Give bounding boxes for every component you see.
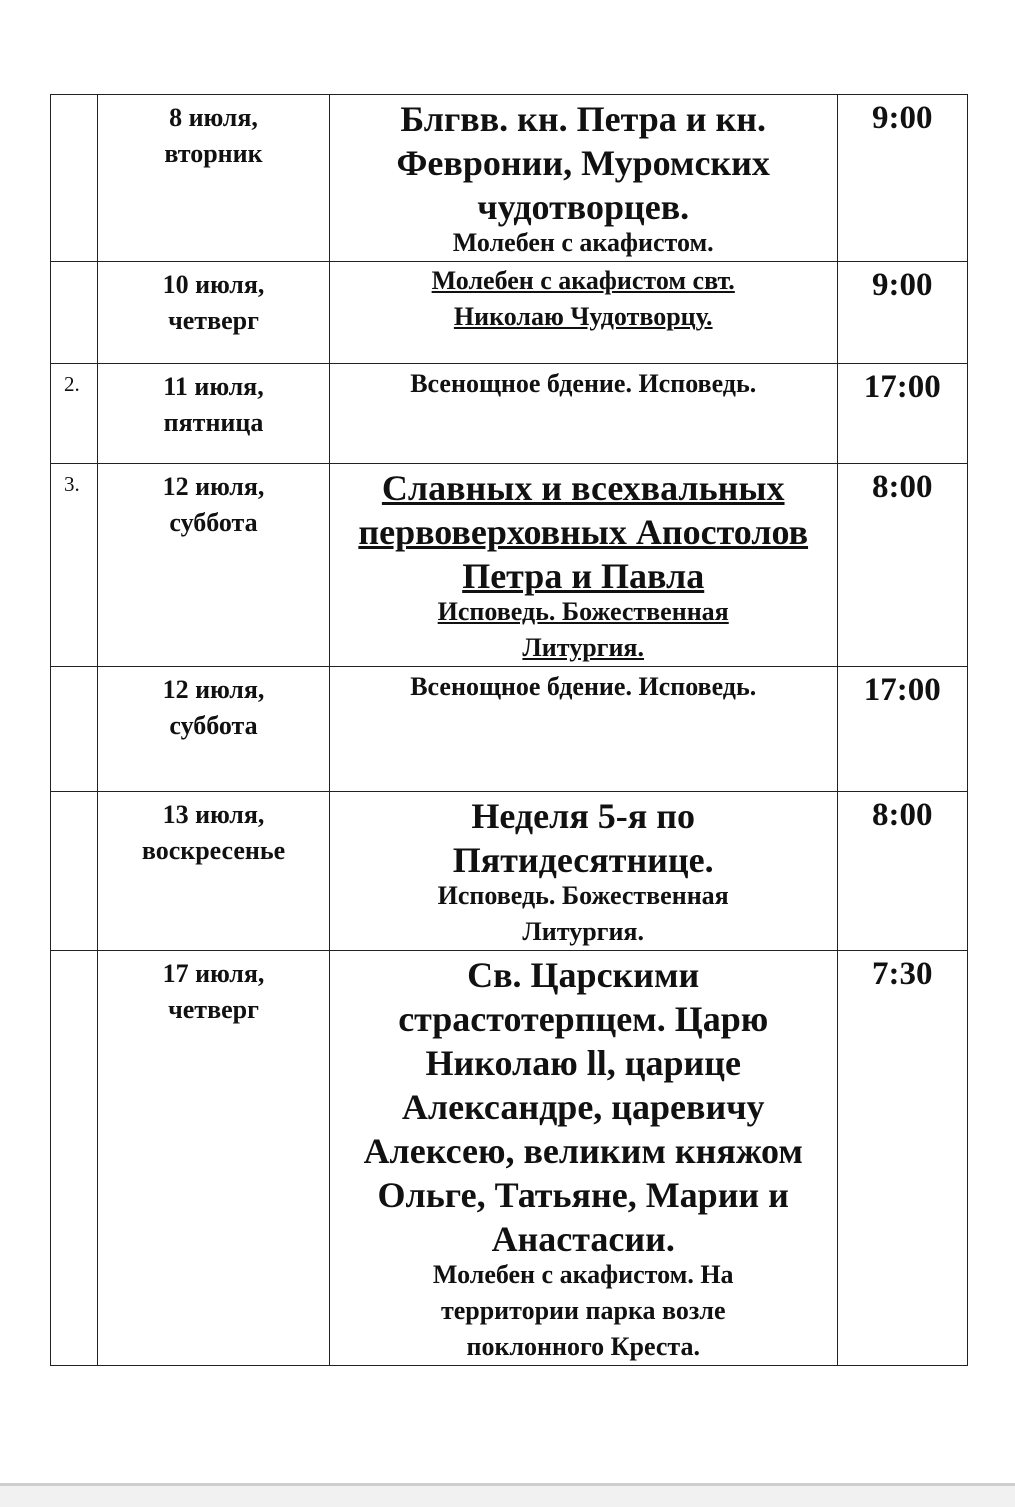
row-number-cell <box>51 364 98 464</box>
date-text <box>98 667 329 744</box>
service-time: 17:00 <box>863 672 941 708</box>
event-line: Молебен с акафистом свт. Николаю Чудотворцу. <box>431 266 735 331</box>
row-number <box>51 951 97 959</box>
event-cell <box>329 262 837 364</box>
date-text <box>98 464 329 541</box>
row-number-cell <box>51 95 98 262</box>
time-cell <box>837 262 967 364</box>
time-cell <box>837 951 967 1366</box>
event-line: Всенощное бдение. Исповедь. <box>410 672 757 701</box>
date-day: 8 июля, <box>169 103 258 132</box>
date-cell <box>98 262 330 364</box>
event-subtitle: Исповедь. Божественная Литургия. <box>437 881 729 946</box>
service-time: 7:30 <box>872 956 933 992</box>
time-cell <box>837 364 967 464</box>
date-day: 13 июля, <box>162 800 265 829</box>
event-title: Славных и всехвальных первоверховных Апостолов Петра и Павла <box>358 468 809 596</box>
time-cell <box>837 95 967 262</box>
date-day: 12 июля, <box>162 675 265 704</box>
table-row <box>51 951 968 1366</box>
date-cell <box>98 667 330 792</box>
row-number <box>51 95 97 103</box>
date-day: 10 июля, <box>162 270 265 299</box>
date-weekday: четверг <box>168 995 259 1024</box>
date-day: 11 июля, <box>163 372 264 401</box>
time-cell <box>837 792 967 951</box>
event-cell <box>329 364 837 464</box>
table-row <box>51 464 968 667</box>
date-cell <box>98 951 330 1366</box>
row-number: 2. <box>64 372 80 396</box>
date-cell <box>98 364 330 464</box>
row-number-cell <box>51 464 98 667</box>
row-number-cell <box>51 667 98 792</box>
date-day: 17 июля, <box>162 959 265 988</box>
bottom-scroll-bar <box>0 1483 1015 1507</box>
date-cell <box>98 95 330 262</box>
date-weekday: пятница <box>163 408 264 437</box>
row-number-cell <box>51 951 98 1366</box>
date-text <box>98 792 329 869</box>
time-cell <box>837 667 967 792</box>
row-number <box>51 262 97 270</box>
table-row <box>51 667 968 792</box>
row-number-cell <box>51 262 98 364</box>
service-time: 17:00 <box>863 369 941 405</box>
row-number <box>51 667 97 675</box>
event-subtitle: Исповедь. Божественная Литургия. <box>437 597 729 662</box>
date-weekday: вторник <box>164 139 263 168</box>
event-cell <box>329 951 837 1366</box>
date-text <box>98 95 329 172</box>
date-text <box>98 262 329 339</box>
row-number: 3. <box>64 472 80 496</box>
event-title: Неделя 5-я по Пятидесятнице. <box>452 796 714 880</box>
event-subtitle: Молебен с акафистом. <box>452 228 714 257</box>
row-number <box>51 792 97 800</box>
event-title: Блгвв. кн. Петра и кн. Февронии, Муромских чудотворцев. <box>396 99 770 227</box>
service-time: 9:00 <box>872 267 933 303</box>
time-cell <box>837 464 967 667</box>
service-time: 8:00 <box>872 469 933 505</box>
date-text <box>98 364 329 441</box>
date-text <box>98 951 329 1028</box>
event-cell <box>329 667 837 792</box>
event-subtitle: Молебен с акафистом. На территории парка возле поклонного Креста. <box>432 1260 734 1361</box>
event-title: Св. Царскими страстотерпцем. Царю Николаю ll, царице Александре, царевичу Алексею, великим княжом Ольге, Татьяне, Марии и Анастасии. <box>363 955 803 1259</box>
table-row <box>51 262 968 364</box>
date-weekday: суббота <box>169 508 258 537</box>
date-cell <box>98 792 330 951</box>
service-time: 9:00 <box>872 100 933 136</box>
event-cell <box>329 95 837 262</box>
schedule-table <box>50 94 968 1366</box>
date-weekday: воскресенье <box>141 836 286 865</box>
event-cell <box>329 792 837 951</box>
service-time: 8:00 <box>872 797 933 833</box>
date-weekday: суббота <box>169 711 258 740</box>
row-number-cell <box>51 792 98 951</box>
event-cell <box>329 464 837 667</box>
date-day: 12 июля, <box>162 472 265 501</box>
event-line: Всенощное бдение. Исповедь. <box>410 369 757 398</box>
date-cell <box>98 464 330 667</box>
table-row <box>51 95 968 262</box>
date-weekday: четверг <box>168 306 259 335</box>
table-row <box>51 364 968 464</box>
table-row <box>51 792 968 951</box>
